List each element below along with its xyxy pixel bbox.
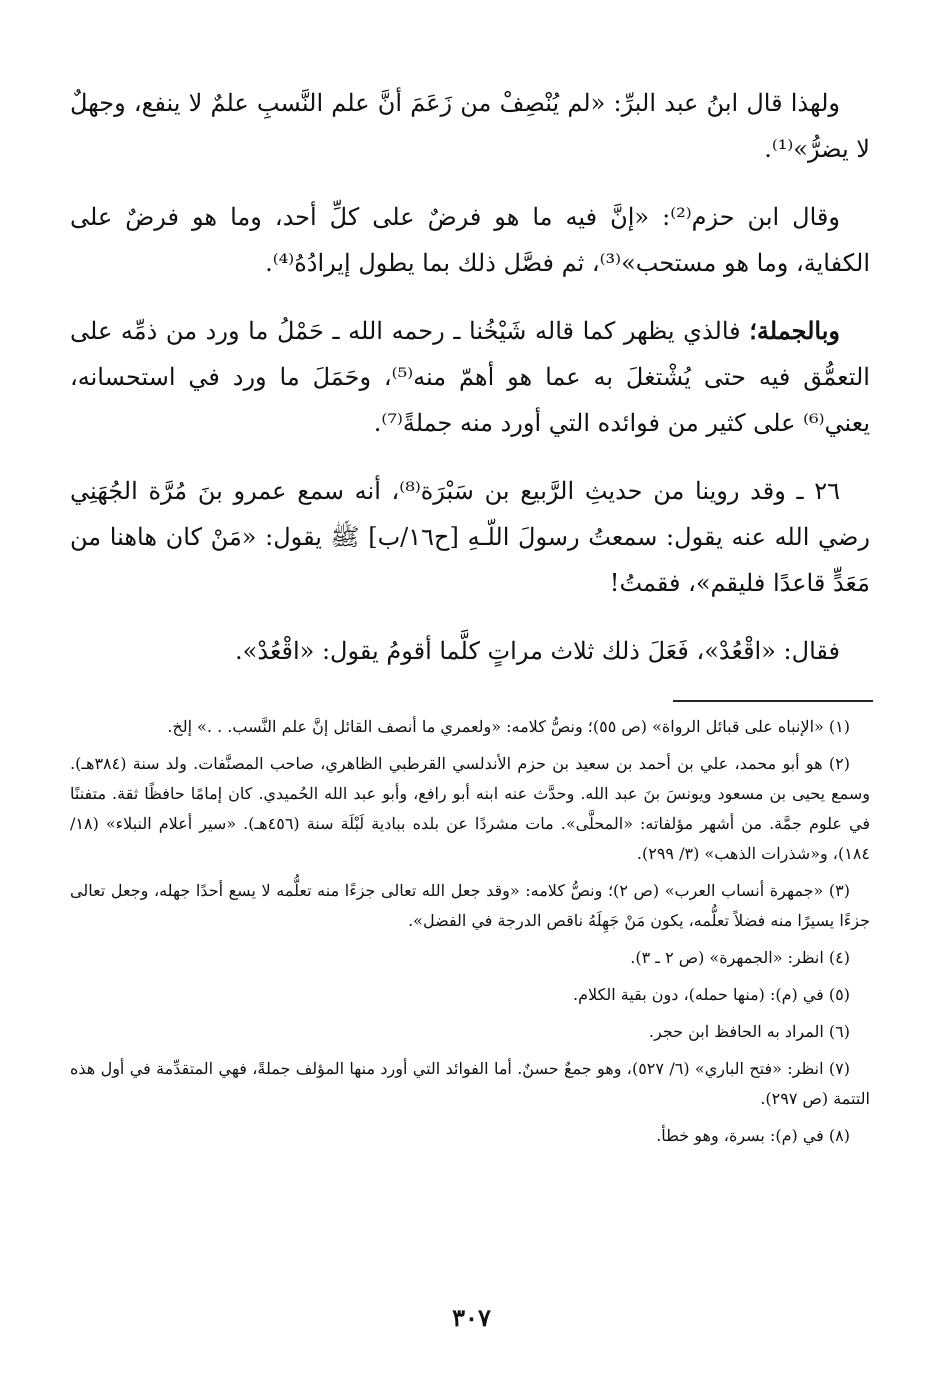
footnote-7: (٧) انظر: «فتح الباري» (٦/ ٥٢٧)، وهو جمعٌ حسنٌ. أما الفوائد التي أورد منها المؤلف جملةً، فهي المتقدِّمة في أول هذه التتمة (ص ٢٩٧). — [70, 1059, 870, 1108]
footnote-1: (١) «الإنباه على قبائل الرواة» (ص ٥٥)؛ ونصُّ كلامه: «ولعمري ما أنصف القائل إنَّ علم النَّسب. . .» إلخ. — [167, 717, 850, 736]
footnotes — [70, 712, 870, 1158]
paragraph-summary — [70, 308, 870, 446]
paragraph-lead-word: وبالجملة؛ — [749, 316, 840, 345]
main-text — [70, 80, 870, 696]
footnote-8: (٨) في (م): بسرة، وهو خطأ. — [656, 1126, 850, 1145]
paragraph-hadith-26: ٢٦ ـ وقد روينا من حديثِ الرَّبيع بن سَبْرَة⁽⁸⁾، أنه سمع عمرو بنَ مُرَّة الجُهَنِي رضي الله عنه يقول: سمعتُ رسولَ اللّـهِ [ح١٦/ب] ﷺ يقول: «مَنْ كان هاهنا من مَعَدٍّ قاعدًا فليقم»، فقمتُ! — [70, 477, 870, 597]
paragraph-ibn-hazm: وقال ابن حزم⁽²⁾: «إنَّ فيه ما هو فرضٌ على كلِّ أحد، وما هو فرضٌ على الكفاية، وما هو مستحب»⁽³⁾، ثم فصَّل ذلك بما يطول إيرادُهُ⁽⁴⁾. — [70, 203, 870, 277]
footnote-3: (٣) «جمهرة أنساب العرب» (ص ٢)؛ ونصُّ كلامه: «وقد جعل الله تعالى جزءًا منه تعلُّمه لا يسع أحدًا جهله، وجعل تعالى جزءًا يسيرًا منه فضلاً تعلُّمه، يكون مَنْ جَهِلَهُ ناقص الدرجة في الفضل». — [70, 881, 870, 930]
footnote-4: (٤) انظر: «الجمهرة» (ص ٢ ـ ٣). — [630, 948, 850, 967]
footnote-5: (٥) في (م): (منها حمله)، دون بقية الكلام. — [572, 985, 850, 1004]
footnote-2: (٢) هو أبو محمد، علي بن أحمد بن سعيد بن حزم الأندلسي القرطبي الظاهري، صاحب المصنَّفات. ولد سنة (٣٨٤هـ). وسمع يحيى بن مسعود ويونسَ بنَ عبد الله. وحدَّث عنه ابنه أبو رافع، وأبو عبد الله الحُميدي. كان إمامًا حافظًا ثقة. متفننًا في علوم جمَّة. من أشهر مؤلفاته: «المحلَّى». مات مشردًا عن بلده ببادية لَبْلَة سنة (٤٥٦هـ). «سير أعلام النبلاء» (١٨/ ١٨٤)، و«شذرات الذهب» (٣/ ٢٩٩). — [70, 754, 871, 863]
paragraph-summary-body: فالذي يظهر كما قاله شَيْخُنا ـ رحمه الله ـ حَمْلُ ما ورد من ذمِّه على التعمُّق فيه حتى يُشْتغلَ به عما هو أهمّ منه⁽⁵⁾، وحَمَلَ ما ورد في استحسانه، يعني⁽⁶⁾ على كثير من فوائده التي أورد منه جملةً⁽⁷⁾. — [70, 317, 870, 437]
page-number: ٣٠٧ — [452, 1303, 491, 1332]
paragraph-ibn-abd-albarr: ولهذا قال ابنُ عبد البرِّ: «لم يُنْصِفْ من زَعَمَ أنَّ علم النَّسبِ علمٌ لا ينفع، وجهلٌ لا يضرُّ»⁽¹⁾. — [70, 89, 870, 163]
paragraph-hadith-continuation: فقال: «اقْعُدْ»، فَعَلَ ذلك ثلاث مراتٍ كلَّما أقومُ يقول: «اقْعُدْ». — [235, 637, 840, 665]
footnote-6: (٦) المراد به الحافظ ابن حجر. — [648, 1022, 850, 1041]
footnote-divider — [673, 700, 873, 702]
